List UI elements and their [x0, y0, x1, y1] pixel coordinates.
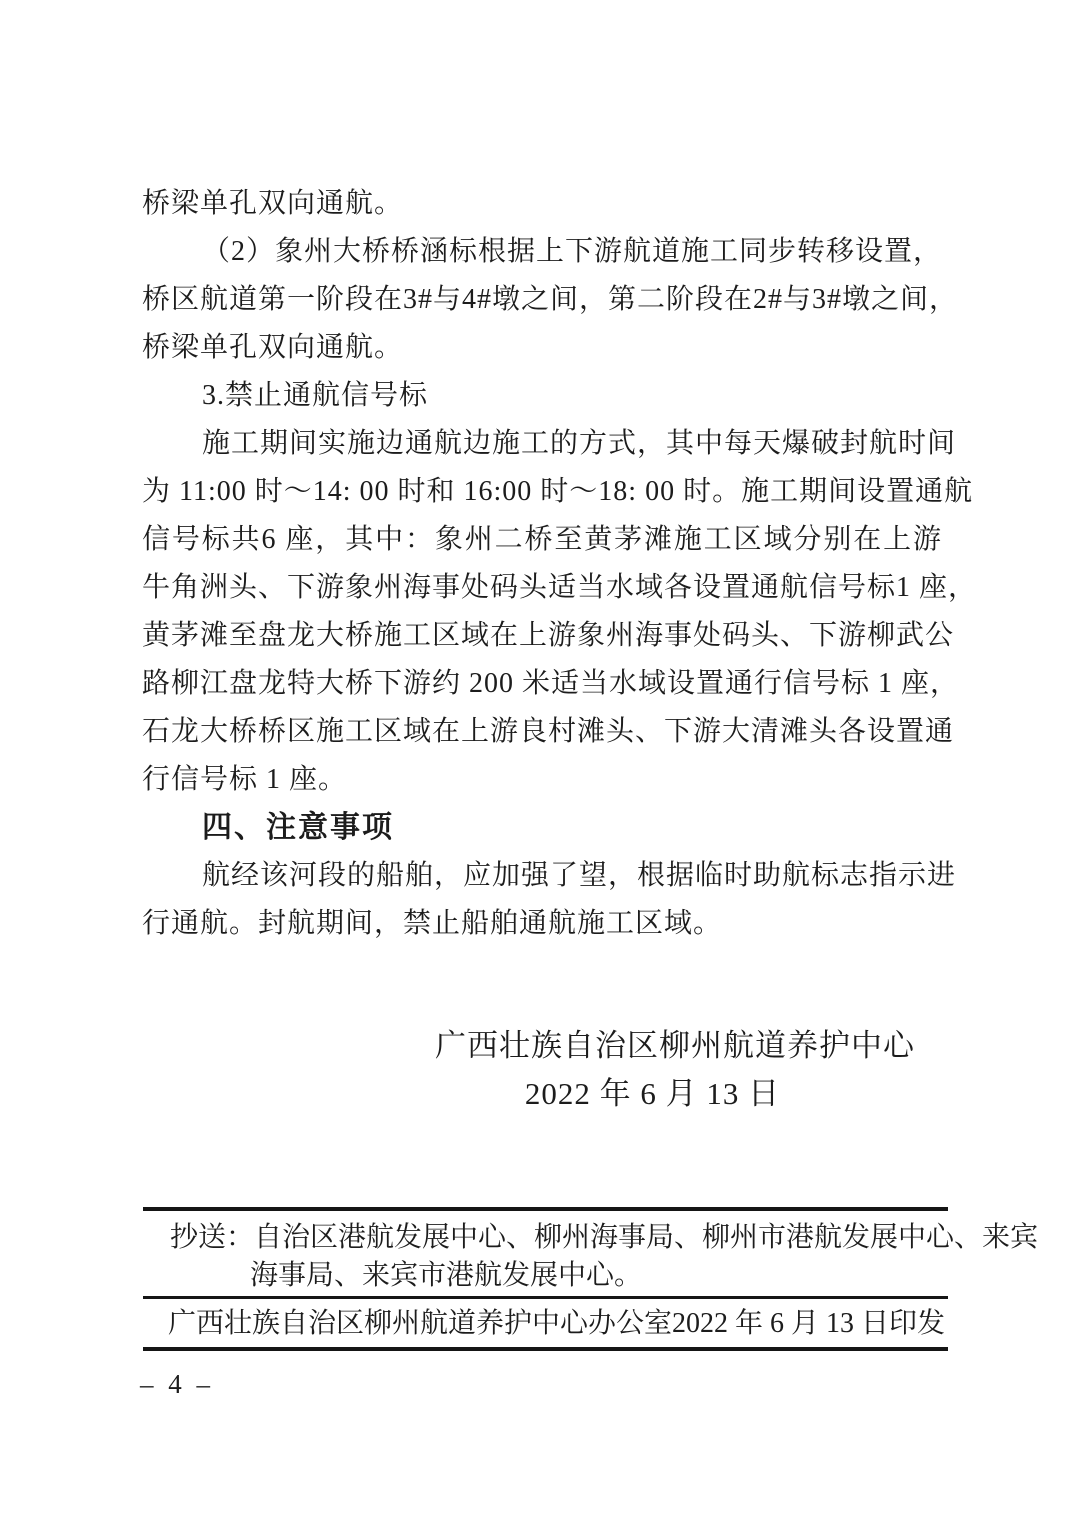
signature-organization: 广西壮族自治区柳州航道养护中心	[435, 1028, 915, 1063]
issuer-row	[168, 1303, 946, 1345]
body-subheading: 3.禁止通航信号标	[202, 380, 429, 411]
body-line: 为 11:00 时～14: 00 时和 16:00 时～18: 00 时。施工期间设置通航	[142, 476, 974, 507]
cc-block	[170, 1219, 1039, 1295]
footer-divider-middle	[143, 1296, 948, 1299]
body-line: 行通航。封航期间，禁止船舶通航施工区域。	[142, 908, 723, 939]
body-line: 路柳江盘龙特大桥下游约 200 米适当水域设置通行信号标 1 座，	[142, 668, 960, 699]
print-date: 2022 年 6 月 13 日印发	[672, 1308, 946, 1339]
signature-block	[435, 1022, 915, 1118]
body-line: 桥梁单孔双向通航。	[142, 332, 404, 363]
body-line: 黄茅滩至盘龙大桥施工区域在上游象州海事处码头、下游柳武公	[142, 620, 955, 651]
body-line: 施工期间实施边通航边施工的方式，其中每天爆破封航时间	[202, 428, 957, 459]
section-heading: 四、注意事项	[202, 811, 394, 844]
issuer-office: 广西壮族自治区柳州航道养护中心办公室	[168, 1308, 673, 1339]
body-line: 行信号标 1 座。	[142, 764, 348, 795]
footer-divider-top	[143, 1207, 948, 1211]
body-line: 牛角洲头、下游象州海事处码头适当水域各设置通航信号标1 座，	[142, 572, 978, 603]
cc-line: 海事局、来宾市港航发展中心。	[250, 1260, 643, 1291]
document-body	[142, 180, 978, 948]
footer-divider-bottom	[143, 1347, 948, 1351]
body-line: 航经该河段的船舶，应加强了望，根据临时助航标志指示进	[202, 860, 957, 891]
body-line: （2）象州大桥桥涵标根据上下游航道施工同步转移设置，	[202, 236, 943, 267]
page-number: – 4 –	[140, 1369, 214, 1399]
body-line: 桥区航道第一阶段在3#与4#墩之间，第二阶段在2#与3#墩之间，	[142, 284, 959, 315]
body-line: 石龙大桥桥区施工区域在上游良村滩头、下游大清滩头各设置通	[142, 716, 955, 747]
body-line: 桥梁单孔双向通航。	[142, 188, 404, 219]
cc-line: 抄送：自治区港航发展中心、柳州海事局、柳州市港航发展中心、来宾	[170, 1222, 1039, 1253]
signature-date: 2022 年 6 月 13 日	[524, 1076, 781, 1111]
body-line: 信号标共6 座，其中：象州二桥至黄茅滩施工区域分别在上游	[142, 524, 942, 555]
